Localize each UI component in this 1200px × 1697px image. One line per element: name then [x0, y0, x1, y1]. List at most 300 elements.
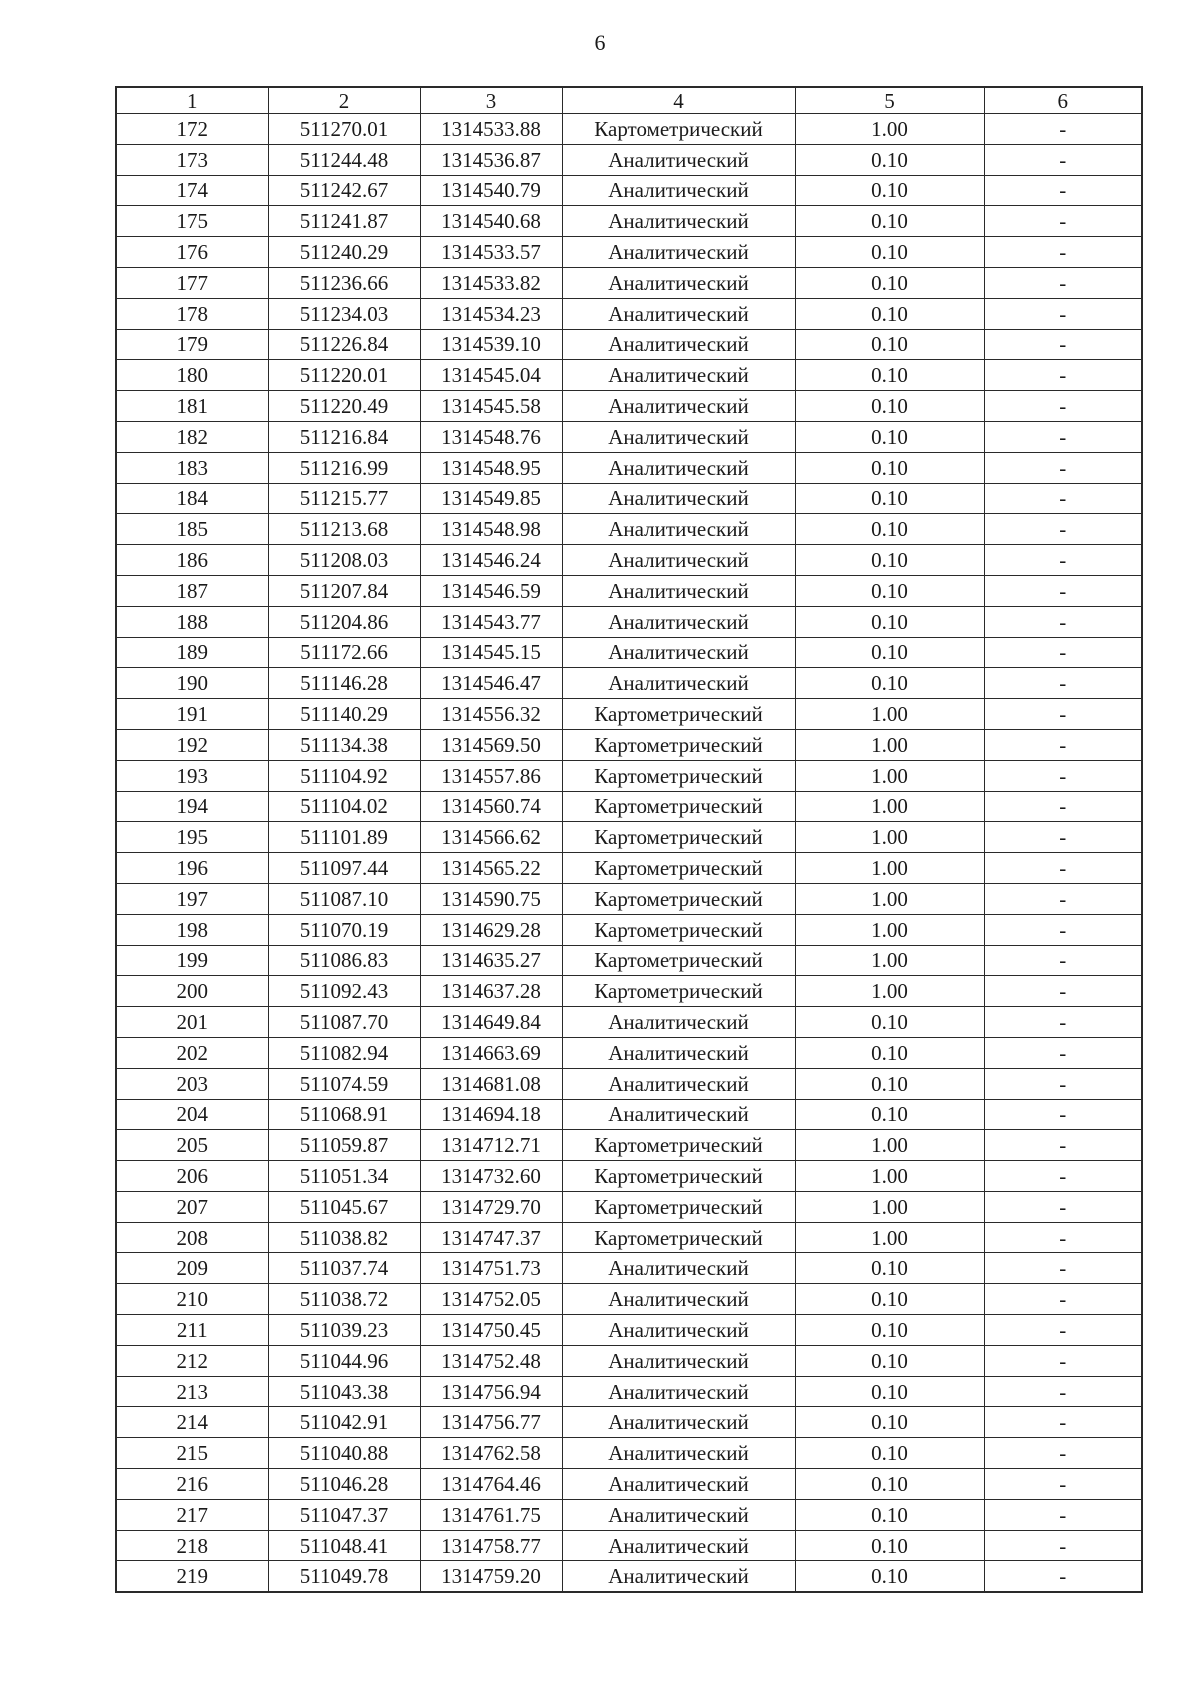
y-coordinate-cell: 1314545.04: [420, 360, 562, 391]
x-coordinate-cell: 511234.03: [268, 298, 420, 329]
note-cell: -: [984, 421, 1142, 452]
x-coordinate-cell: 511047.37: [268, 1499, 420, 1530]
table-row: [116, 1530, 1142, 1561]
accuracy-cell: 0.10: [795, 483, 984, 514]
point-number-cell: 209: [116, 1253, 268, 1284]
y-coordinate-cell: 1314566.62: [420, 822, 562, 853]
point-number-cell: 205: [116, 1130, 268, 1161]
point-number-cell: 177: [116, 267, 268, 298]
x-coordinate-cell: 511134.38: [268, 729, 420, 760]
table-row: [116, 1499, 1142, 1530]
method-cell: Картометрический: [562, 883, 795, 914]
method-cell: Аналитический: [562, 637, 795, 668]
header-cell-col-3: 3: [420, 87, 562, 114]
accuracy-cell: 0.10: [795, 237, 984, 268]
accuracy-cell: 0.10: [795, 1253, 984, 1284]
method-cell: Аналитический: [562, 1561, 795, 1592]
note-cell: -: [984, 575, 1142, 606]
point-number-cell: 200: [116, 976, 268, 1007]
point-number-cell: 206: [116, 1161, 268, 1192]
table-row: [116, 822, 1142, 853]
y-coordinate-cell: 1314752.05: [420, 1284, 562, 1315]
x-coordinate-cell: 511038.82: [268, 1222, 420, 1253]
y-coordinate-cell: 1314637.28: [420, 976, 562, 1007]
note-cell: -: [984, 114, 1142, 145]
table-row: [116, 144, 1142, 175]
x-coordinate-cell: 511068.91: [268, 1099, 420, 1130]
coordinates-table: [115, 86, 1143, 1593]
point-number-cell: 183: [116, 452, 268, 483]
method-cell: Картометрический: [562, 1191, 795, 1222]
method-cell: Картометрический: [562, 699, 795, 730]
point-number-cell: 202: [116, 1037, 268, 1068]
method-cell: Аналитический: [562, 483, 795, 514]
note-cell: -: [984, 1099, 1142, 1130]
method-cell: Аналитический: [562, 1376, 795, 1407]
method-cell: Картометрический: [562, 976, 795, 1007]
point-number-cell: 201: [116, 1007, 268, 1038]
point-number-cell: 213: [116, 1376, 268, 1407]
table-row: [116, 668, 1142, 699]
note-cell: -: [984, 883, 1142, 914]
accuracy-cell: 1.00: [795, 699, 984, 730]
accuracy-cell: 1.00: [795, 791, 984, 822]
point-number-cell: 185: [116, 514, 268, 545]
y-coordinate-cell: 1314543.77: [420, 606, 562, 637]
table-row: [116, 575, 1142, 606]
accuracy-cell: 0.10: [795, 545, 984, 576]
y-coordinate-cell: 1314540.68: [420, 206, 562, 237]
x-coordinate-cell: 511270.01: [268, 114, 420, 145]
note-cell: -: [984, 1253, 1142, 1284]
note-cell: -: [984, 1037, 1142, 1068]
table-row: [116, 1407, 1142, 1438]
method-cell: Аналитический: [562, 144, 795, 175]
accuracy-cell: 1.00: [795, 1222, 984, 1253]
x-coordinate-cell: 511070.19: [268, 914, 420, 945]
note-cell: -: [984, 668, 1142, 699]
method-cell: Аналитический: [562, 1284, 795, 1315]
accuracy-cell: 0.10: [795, 606, 984, 637]
table-row: [116, 1345, 1142, 1376]
accuracy-cell: 0.10: [795, 1469, 984, 1500]
x-coordinate-cell: 511082.94: [268, 1037, 420, 1068]
point-number-cell: 197: [116, 883, 268, 914]
note-cell: -: [984, 1130, 1142, 1161]
table-row: [116, 1253, 1142, 1284]
accuracy-cell: 0.10: [795, 206, 984, 237]
y-coordinate-cell: 1314565.22: [420, 853, 562, 884]
y-coordinate-cell: 1314751.73: [420, 1253, 562, 1284]
note-cell: -: [984, 760, 1142, 791]
note-cell: -: [984, 1345, 1142, 1376]
x-coordinate-cell: 511220.01: [268, 360, 420, 391]
point-number-cell: 219: [116, 1561, 268, 1592]
method-cell: Картометрический: [562, 822, 795, 853]
table-row: [116, 1037, 1142, 1068]
y-coordinate-cell: 1314758.77: [420, 1530, 562, 1561]
x-coordinate-cell: 511220.49: [268, 391, 420, 422]
y-coordinate-cell: 1314756.94: [420, 1376, 562, 1407]
note-cell: -: [984, 360, 1142, 391]
note-cell: -: [984, 1068, 1142, 1099]
x-coordinate-cell: 511086.83: [268, 945, 420, 976]
accuracy-cell: 1.00: [795, 945, 984, 976]
note-cell: -: [984, 175, 1142, 206]
table-row: [116, 637, 1142, 668]
method-cell: Аналитический: [562, 1345, 795, 1376]
note-cell: -: [984, 144, 1142, 175]
y-coordinate-cell: 1314756.77: [420, 1407, 562, 1438]
y-coordinate-cell: 1314560.74: [420, 791, 562, 822]
table-row: [116, 298, 1142, 329]
note-cell: -: [984, 237, 1142, 268]
note-cell: -: [984, 1315, 1142, 1346]
accuracy-cell: 1.00: [795, 1161, 984, 1192]
accuracy-cell: 0.10: [795, 175, 984, 206]
method-cell: Аналитический: [562, 1253, 795, 1284]
y-coordinate-cell: 1314732.60: [420, 1161, 562, 1192]
method-cell: Картометрический: [562, 760, 795, 791]
x-coordinate-cell: 511215.77: [268, 483, 420, 514]
table-row: [116, 206, 1142, 237]
x-coordinate-cell: 511241.87: [268, 206, 420, 237]
y-coordinate-cell: 1314712.71: [420, 1130, 562, 1161]
method-cell: Картометрический: [562, 1161, 795, 1192]
x-coordinate-cell: 511244.48: [268, 144, 420, 175]
method-cell: Аналитический: [562, 1099, 795, 1130]
x-coordinate-cell: 511046.28: [268, 1469, 420, 1500]
y-coordinate-cell: 1314557.86: [420, 760, 562, 791]
note-cell: -: [984, 452, 1142, 483]
y-coordinate-cell: 1314729.70: [420, 1191, 562, 1222]
method-cell: Аналитический: [562, 452, 795, 483]
table-row: [116, 329, 1142, 360]
note-cell: -: [984, 606, 1142, 637]
point-number-cell: 188: [116, 606, 268, 637]
x-coordinate-cell: 511208.03: [268, 545, 420, 576]
y-coordinate-cell: 1314546.24: [420, 545, 562, 576]
accuracy-cell: 0.10: [795, 1561, 984, 1592]
accuracy-cell: 0.10: [795, 637, 984, 668]
point-number-cell: 212: [116, 1345, 268, 1376]
point-number-cell: 191: [116, 699, 268, 730]
y-coordinate-cell: 1314536.87: [420, 144, 562, 175]
method-cell: Аналитический: [562, 545, 795, 576]
y-coordinate-cell: 1314764.46: [420, 1469, 562, 1500]
x-coordinate-cell: 511049.78: [268, 1561, 420, 1592]
accuracy-cell: 0.10: [795, 329, 984, 360]
method-cell: Аналитический: [562, 298, 795, 329]
method-cell: Аналитический: [562, 421, 795, 452]
point-number-cell: 190: [116, 668, 268, 699]
y-coordinate-cell: 1314534.23: [420, 298, 562, 329]
x-coordinate-cell: 511087.70: [268, 1007, 420, 1038]
method-cell: Картометрический: [562, 853, 795, 884]
point-number-cell: 189: [116, 637, 268, 668]
point-number-cell: 194: [116, 791, 268, 822]
note-cell: -: [984, 729, 1142, 760]
method-cell: Аналитический: [562, 1037, 795, 1068]
x-coordinate-cell: 511042.91: [268, 1407, 420, 1438]
method-cell: Картометрический: [562, 114, 795, 145]
table-row: [116, 945, 1142, 976]
note-cell: -: [984, 945, 1142, 976]
accuracy-cell: 1.00: [795, 760, 984, 791]
note-cell: -: [984, 1284, 1142, 1315]
accuracy-cell: 0.10: [795, 1438, 984, 1469]
x-coordinate-cell: 511037.74: [268, 1253, 420, 1284]
point-number-cell: 216: [116, 1469, 268, 1500]
y-coordinate-cell: 1314545.15: [420, 637, 562, 668]
y-coordinate-cell: 1314759.20: [420, 1561, 562, 1592]
note-cell: -: [984, 1530, 1142, 1561]
table-row: [116, 760, 1142, 791]
coordinates-table-body: [116, 87, 1142, 1592]
method-cell: Картометрический: [562, 1222, 795, 1253]
x-coordinate-cell: 511092.43: [268, 976, 420, 1007]
accuracy-cell: 0.10: [795, 452, 984, 483]
note-cell: -: [984, 1438, 1142, 1469]
table-row: [116, 421, 1142, 452]
table-row: [116, 853, 1142, 884]
header-cell-col-2: 2: [268, 87, 420, 114]
x-coordinate-cell: 511051.34: [268, 1161, 420, 1192]
note-cell: -: [984, 1376, 1142, 1407]
x-coordinate-cell: 511172.66: [268, 637, 420, 668]
y-coordinate-cell: 1314548.95: [420, 452, 562, 483]
y-coordinate-cell: 1314533.88: [420, 114, 562, 145]
point-number-cell: 208: [116, 1222, 268, 1253]
y-coordinate-cell: 1314540.79: [420, 175, 562, 206]
x-coordinate-cell: 511242.67: [268, 175, 420, 206]
x-coordinate-cell: 511104.92: [268, 760, 420, 791]
point-number-cell: 175: [116, 206, 268, 237]
accuracy-cell: 0.10: [795, 267, 984, 298]
point-number-cell: 179: [116, 329, 268, 360]
accuracy-cell: 1.00: [795, 1130, 984, 1161]
table-row: [116, 1068, 1142, 1099]
x-coordinate-cell: 511216.99: [268, 452, 420, 483]
x-coordinate-cell: 511038.72: [268, 1284, 420, 1315]
accuracy-cell: 1.00: [795, 1191, 984, 1222]
accuracy-cell: 1.00: [795, 822, 984, 853]
point-number-cell: 192: [116, 729, 268, 760]
note-cell: -: [984, 1222, 1142, 1253]
table-row: [116, 545, 1142, 576]
accuracy-cell: 0.10: [795, 1099, 984, 1130]
header-cell-col-6: 6: [984, 87, 1142, 114]
point-number-cell: 218: [116, 1530, 268, 1561]
y-coordinate-cell: 1314539.10: [420, 329, 562, 360]
y-coordinate-cell: 1314533.82: [420, 267, 562, 298]
table-row: [116, 514, 1142, 545]
point-number-cell: 199: [116, 945, 268, 976]
accuracy-cell: 0.10: [795, 668, 984, 699]
note-cell: -: [984, 329, 1142, 360]
header-cell-col-4: 4: [562, 87, 795, 114]
table-row: [116, 729, 1142, 760]
method-cell: Аналитический: [562, 1469, 795, 1500]
accuracy-cell: 0.10: [795, 1530, 984, 1561]
point-number-cell: 211: [116, 1315, 268, 1346]
y-coordinate-cell: 1314546.59: [420, 575, 562, 606]
point-number-cell: 210: [116, 1284, 268, 1315]
point-number-cell: 182: [116, 421, 268, 452]
x-coordinate-cell: 511104.02: [268, 791, 420, 822]
x-coordinate-cell: 511040.88: [268, 1438, 420, 1469]
method-cell: Аналитический: [562, 575, 795, 606]
accuracy-cell: 1.00: [795, 114, 984, 145]
y-coordinate-cell: 1314590.75: [420, 883, 562, 914]
method-cell: Аналитический: [562, 237, 795, 268]
note-cell: -: [984, 1499, 1142, 1530]
note-cell: -: [984, 1007, 1142, 1038]
note-cell: -: [984, 822, 1142, 853]
x-coordinate-cell: 511207.84: [268, 575, 420, 606]
point-number-cell: 203: [116, 1068, 268, 1099]
table-row: [116, 1376, 1142, 1407]
table-row: [116, 114, 1142, 145]
method-cell: Аналитический: [562, 1007, 795, 1038]
accuracy-cell: 0.10: [795, 1407, 984, 1438]
point-number-cell: 186: [116, 545, 268, 576]
table-row: [116, 914, 1142, 945]
accuracy-cell: 0.10: [795, 1376, 984, 1407]
point-number-cell: 181: [116, 391, 268, 422]
point-number-cell: 214: [116, 1407, 268, 1438]
table-row: [116, 391, 1142, 422]
method-cell: Аналитический: [562, 391, 795, 422]
accuracy-cell: 1.00: [795, 976, 984, 1007]
x-coordinate-cell: 511213.68: [268, 514, 420, 545]
accuracy-cell: 0.10: [795, 1007, 984, 1038]
x-coordinate-cell: 511043.38: [268, 1376, 420, 1407]
accuracy-cell: 0.10: [795, 1315, 984, 1346]
note-cell: -: [984, 1407, 1142, 1438]
method-cell: Аналитический: [562, 514, 795, 545]
method-cell: Аналитический: [562, 329, 795, 360]
table-row: [116, 237, 1142, 268]
method-cell: Аналитический: [562, 606, 795, 637]
method-cell: Аналитический: [562, 360, 795, 391]
point-number-cell: 172: [116, 114, 268, 145]
point-number-cell: 207: [116, 1191, 268, 1222]
point-number-cell: 174: [116, 175, 268, 206]
point-number-cell: 215: [116, 1438, 268, 1469]
method-cell: Картометрический: [562, 1130, 795, 1161]
y-coordinate-cell: 1314663.69: [420, 1037, 562, 1068]
y-coordinate-cell: 1314569.50: [420, 729, 562, 760]
accuracy-cell: 0.10: [795, 421, 984, 452]
accuracy-cell: 1.00: [795, 914, 984, 945]
accuracy-cell: 0.10: [795, 391, 984, 422]
table-row: [116, 483, 1142, 514]
note-cell: -: [984, 1161, 1142, 1192]
x-coordinate-cell: 511204.86: [268, 606, 420, 637]
note-cell: -: [984, 298, 1142, 329]
y-coordinate-cell: 1314752.48: [420, 1345, 562, 1376]
y-coordinate-cell: 1314750.45: [420, 1315, 562, 1346]
method-cell: Картометрический: [562, 791, 795, 822]
x-coordinate-cell: 511045.67: [268, 1191, 420, 1222]
y-coordinate-cell: 1314694.18: [420, 1099, 562, 1130]
method-cell: Аналитический: [562, 1407, 795, 1438]
x-coordinate-cell: 511226.84: [268, 329, 420, 360]
y-coordinate-cell: 1314546.47: [420, 668, 562, 699]
method-cell: Аналитический: [562, 175, 795, 206]
table-row: [116, 1469, 1142, 1500]
x-coordinate-cell: 511216.84: [268, 421, 420, 452]
table-row: [116, 1284, 1142, 1315]
accuracy-cell: 1.00: [795, 853, 984, 884]
note-cell: -: [984, 514, 1142, 545]
point-number-cell: 193: [116, 760, 268, 791]
accuracy-cell: 0.10: [795, 1284, 984, 1315]
y-coordinate-cell: 1314545.58: [420, 391, 562, 422]
x-coordinate-cell: 511039.23: [268, 1315, 420, 1346]
x-coordinate-cell: 511146.28: [268, 668, 420, 699]
y-coordinate-cell: 1314533.57: [420, 237, 562, 268]
note-cell: -: [984, 483, 1142, 514]
point-number-cell: 196: [116, 853, 268, 884]
note-cell: -: [984, 976, 1142, 1007]
note-cell: -: [984, 791, 1142, 822]
accuracy-cell: 0.10: [795, 514, 984, 545]
point-number-cell: 173: [116, 144, 268, 175]
point-number-cell: 187: [116, 575, 268, 606]
method-cell: Аналитический: [562, 1315, 795, 1346]
x-coordinate-cell: 511059.87: [268, 1130, 420, 1161]
note-cell: -: [984, 206, 1142, 237]
table-row: [116, 267, 1142, 298]
method-cell: Аналитический: [562, 668, 795, 699]
accuracy-cell: 0.10: [795, 1345, 984, 1376]
y-coordinate-cell: 1314761.75: [420, 1499, 562, 1530]
accuracy-cell: 0.10: [795, 360, 984, 391]
accuracy-cell: 1.00: [795, 729, 984, 760]
x-coordinate-cell: 511087.10: [268, 883, 420, 914]
point-number-cell: 195: [116, 822, 268, 853]
note-cell: -: [984, 391, 1142, 422]
table-row: [116, 175, 1142, 206]
accuracy-cell: 0.10: [795, 144, 984, 175]
point-number-cell: 198: [116, 914, 268, 945]
table-row: [116, 1007, 1142, 1038]
note-cell: -: [984, 267, 1142, 298]
note-cell: -: [984, 853, 1142, 884]
table-row: [116, 1561, 1142, 1592]
method-cell: Картометрический: [562, 945, 795, 976]
method-cell: Картометрический: [562, 914, 795, 945]
table-row: [116, 1099, 1142, 1130]
table-row: [116, 1161, 1142, 1192]
point-number-cell: 176: [116, 237, 268, 268]
table-row: [116, 1438, 1142, 1469]
header-cell-col-1: 1: [116, 87, 268, 114]
point-number-cell: 217: [116, 1499, 268, 1530]
y-coordinate-cell: 1314556.32: [420, 699, 562, 730]
method-cell: Аналитический: [562, 267, 795, 298]
note-cell: -: [984, 1469, 1142, 1500]
x-coordinate-cell: 511101.89: [268, 822, 420, 853]
y-coordinate-cell: 1314548.98: [420, 514, 562, 545]
method-cell: Аналитический: [562, 206, 795, 237]
y-coordinate-cell: 1314762.58: [420, 1438, 562, 1469]
note-cell: -: [984, 914, 1142, 945]
note-cell: -: [984, 637, 1142, 668]
x-coordinate-cell: 511048.41: [268, 1530, 420, 1561]
